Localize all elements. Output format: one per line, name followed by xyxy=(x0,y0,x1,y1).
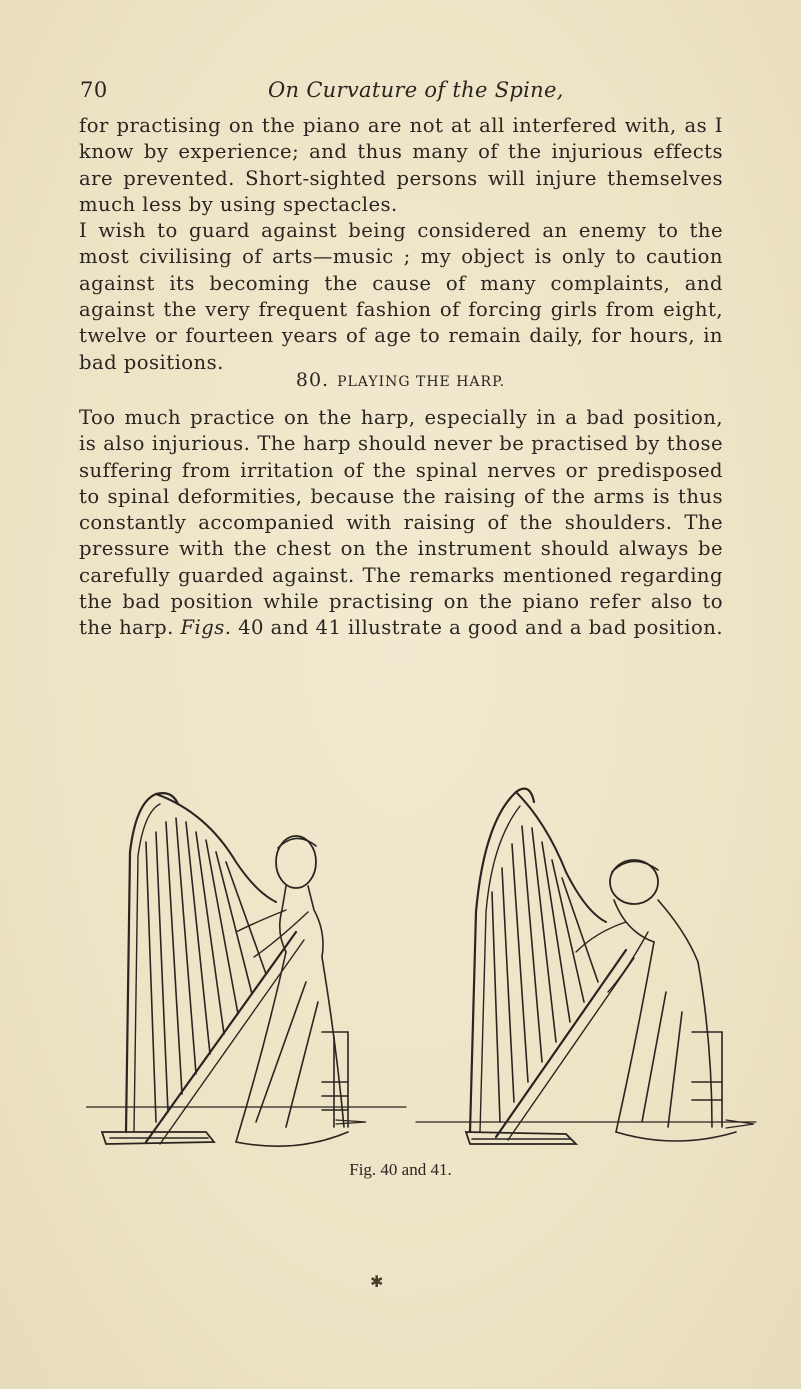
running-title: On Curvature of the Spine, xyxy=(268,78,564,102)
section-number: 80. xyxy=(295,369,330,391)
paragraph-harp-text: Too much practice on the harp, especially in a bad position, is also injurious. The harp should never be practised by those suffering from irritation of the spinal nerves or predisposed to spinal deformities, because the raising of the arms is thus constantly accompanied with raising of the shoulders. The pressure with the chest on the instrument should always be carefully guarded against. The remarks mentioned regarding the bad position while practising on the piano refer also to the harp. xyxy=(79,406,723,640)
paragraph-harp-end: 40 and 41 illustrate a good and a bad position. xyxy=(238,616,724,640)
paragraph-1: for practising on the piano are not at all interfered with, as I know by experience; and thus many of the injurious effects are prevented. Short-sighted persons will injure themselves much less by using spectacles. xyxy=(79,114,723,216)
paragraph-2: I wish to guard against being considered an enemy to the most civilising of arts—music ; my object is only to caution against its becoming the cause of many complaints, and against the very frequent fashion of forcing girls from eight, twelve or fourteen years of age to remain daily, for hours, in bad positions. xyxy=(79,219,723,374)
figure-caption: Fig. 40 and 41. xyxy=(349,1160,452,1179)
section-heading xyxy=(0,369,801,391)
page-number: 70 xyxy=(80,78,108,102)
harp-right-figure xyxy=(416,789,756,1144)
harp-left-figure xyxy=(86,793,406,1146)
figs-reference: Figs. xyxy=(180,616,232,640)
running-head xyxy=(80,78,720,108)
paragraph-harp xyxy=(79,405,723,642)
paragraph-piano xyxy=(79,113,723,376)
harp-illustration xyxy=(86,782,758,1152)
section-title: PLAYING THE HARP. xyxy=(337,374,506,390)
stray-mark: ✱ xyxy=(370,1272,384,1291)
